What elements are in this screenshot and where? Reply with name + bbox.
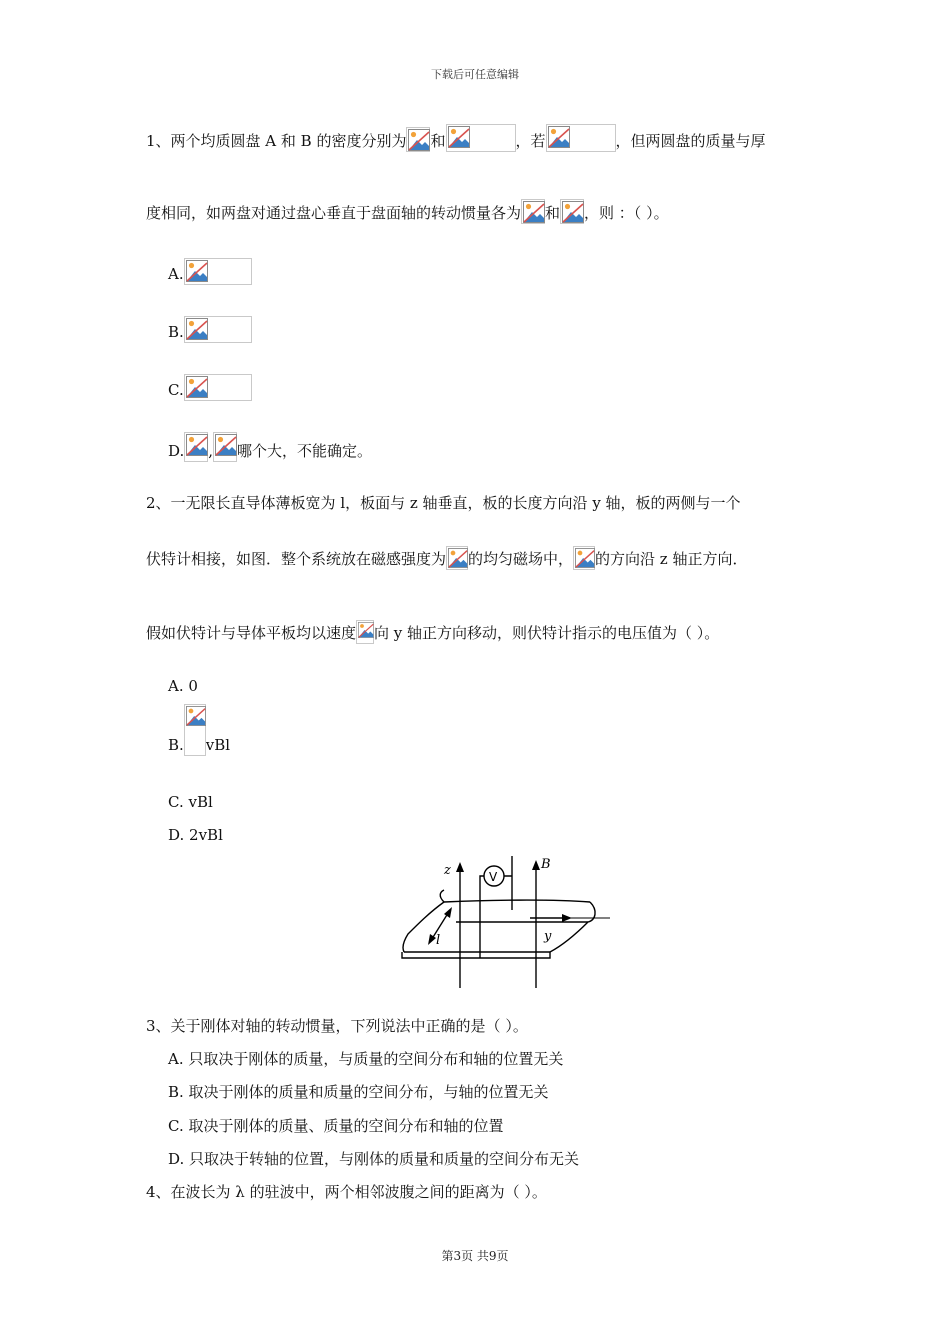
formula-image [406, 127, 430, 152]
option-label: C. [168, 381, 184, 399]
l-arrowhead-bottom [428, 934, 436, 945]
formula-image [184, 432, 208, 462]
q2-option-d: D. 2vBl [168, 826, 223, 844]
plate-thickness [402, 952, 550, 958]
plate-right-edge [550, 922, 588, 952]
q1-option-a [168, 258, 252, 285]
formula-image [184, 704, 206, 756]
label-z: z [444, 863, 451, 878]
question-3-stem: 3、关于刚体对轴的转动惯量，下列说法中正确的是（ ）。 [146, 1017, 528, 1035]
q2-option-c: C. vBl [168, 793, 213, 811]
formula-image [560, 199, 584, 224]
formula-image [521, 199, 545, 224]
formula-image [546, 124, 616, 152]
question-1-line-2 [146, 199, 669, 224]
plate-top-edge [444, 900, 590, 902]
formula-image [184, 374, 252, 401]
option-text: vBl [205, 736, 231, 754]
wire-left-up [480, 876, 484, 922]
option-text: 哪个大，不能确定。 [237, 442, 373, 460]
q3-option-c: C. 取决于刚体的质量、质量的空间分布和轴的位置 [168, 1117, 504, 1135]
q1-option-d [168, 432, 372, 462]
label-y: y [544, 929, 552, 944]
q2-text: 向 y 轴正方向移动，则伏特计指示的电压值为（ ）。 [374, 624, 720, 642]
plate-curl [440, 890, 444, 902]
label-voltmeter: V [489, 870, 498, 884]
page-header: 下载后可任意编辑 [431, 68, 519, 81]
q2-text: 的均匀磁场中， [468, 550, 574, 568]
label-l: l [436, 933, 441, 948]
option-label: B. [168, 323, 184, 341]
separator: , [208, 442, 214, 460]
formula-image [184, 258, 252, 285]
page-footer: 第3页 共9页 [441, 1249, 509, 1263]
q1-text-2: ，但两圆盘的质量与厚 [615, 132, 766, 150]
q1-and-1: 和 [430, 132, 446, 150]
question-1-line-1 [146, 124, 766, 152]
q2-text: 假如伏特计与导体平板均以速度 [146, 624, 357, 642]
question-2-line-3 [146, 620, 719, 644]
option-label: A. [168, 265, 184, 283]
q1-and-2: 和 [545, 204, 561, 222]
question-2-line-1: 2、一无限长直导体薄板宽为 l，板面与 z 轴垂直，板的长度方向沿 y 轴，板的两侧与一个 [146, 494, 741, 512]
q1-text-3: 度相同，如两盘对通过盘心垂直于盘面轴的转动惯量各为 [146, 204, 522, 222]
formula-image [213, 432, 237, 462]
question-4-stem: 4、在波长为 λ 的驻波中，两个相邻波腹之间的距离为（ ）。 [146, 1183, 547, 1201]
formula-image [356, 620, 374, 644]
q1-option-c [168, 374, 252, 401]
voltmeter-plate-figure [400, 852, 610, 988]
q2-text: 伏特计相接，如图．整个系统放在磁感强度为 [146, 550, 447, 568]
q3-option-a: A. 只取决于刚体的质量，与质量的空间分布和轴的位置无关 [168, 1050, 564, 1068]
q1-end: ，则 ：（ ）。 [584, 204, 669, 222]
label-b: B [541, 857, 551, 872]
q1-text-1: 1、两个均质圆盘 A 和 B 的密度分别为 [146, 132, 407, 150]
formula-image [573, 546, 595, 570]
b-arrowhead [532, 860, 540, 870]
wire-right [504, 856, 512, 910]
option-label: D. [168, 442, 185, 460]
q1-comma-if: ，若 [515, 132, 546, 150]
q2-option-b [168, 704, 230, 756]
question-2-line-2 [146, 546, 747, 570]
q3-option-d: D. 只取决于转轴的位置，与刚体的质量和质量的空间分布无关 [168, 1150, 580, 1168]
formula-image [446, 546, 468, 570]
formula-image [184, 316, 252, 343]
formula-image [446, 124, 516, 152]
y-arrowhead [562, 914, 572, 922]
q2-option-a: A. 0 [168, 677, 198, 695]
z-arrowhead [456, 862, 464, 872]
q1-option-b [168, 316, 252, 343]
plate-right-curl [588, 902, 595, 922]
l-arrowhead-top [444, 907, 452, 918]
q2-text: 的方向沿 z 轴正方向． [595, 550, 748, 568]
q3-option-b: B. 取决于刚体的质量和质量的空间分布，与轴的位置无关 [168, 1083, 549, 1101]
option-label: B. [168, 736, 184, 754]
